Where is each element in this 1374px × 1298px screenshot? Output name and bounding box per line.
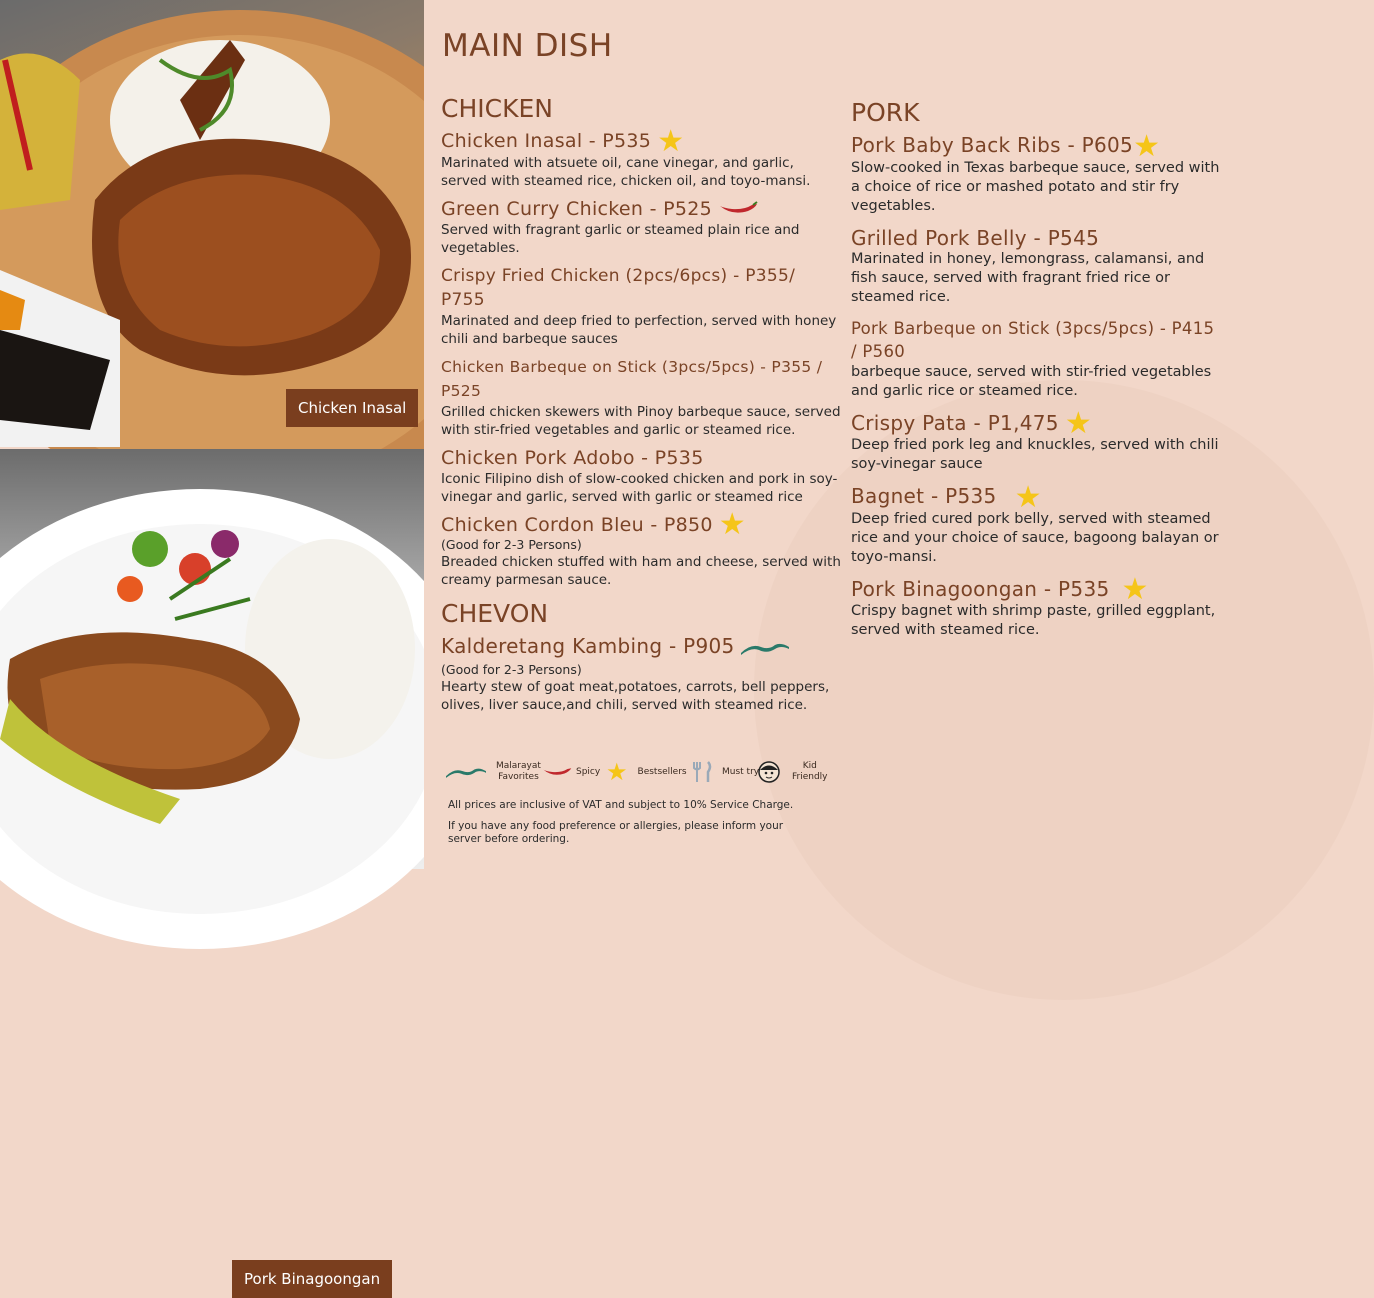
menu-item bbox=[851, 479, 1221, 567]
item-description: barbeque sauce, served with stir-fried vegetables and garlic rice or steamed rice. bbox=[851, 363, 1212, 399]
pork-binagoongan-photo bbox=[0, 449, 424, 1288]
chicken-inasal-illustration bbox=[0, 0, 424, 447]
menu-item bbox=[441, 507, 841, 590]
menu-item bbox=[441, 123, 841, 190]
item-name: Grilled Pork Belly - P545 bbox=[851, 225, 1100, 250]
item-description: Iconic Filipino dish of slow-cooked chicken and pork in soy-vinegar and garlic, served with garlic or steamed rice bbox=[441, 470, 838, 505]
mountain-icon bbox=[741, 641, 789, 655]
photo-column bbox=[0, 0, 424, 1288]
section-heading-chevon: CHEVON bbox=[441, 599, 549, 628]
item-description: Hearty stew of goat meat,potatoes, carrots, bell peppers, olives, liver sauce,and chili, served with steamed rice. bbox=[441, 679, 830, 713]
kid-face-icon bbox=[758, 761, 780, 783]
item-description: Deep fried cured pork belly, served with steamed rice and your choice of sauce, bagoong balayan or toyo-mansi. bbox=[851, 510, 1219, 565]
item-description: Marinated and deep fried to perfection, served with honey chili and barbeque sauces bbox=[441, 312, 837, 347]
legend-item-kid-friendly bbox=[758, 758, 828, 786]
legend-label: Spicy bbox=[576, 767, 601, 777]
star-icon: ★ bbox=[1064, 406, 1093, 441]
star-icon: ★ bbox=[1133, 128, 1161, 164]
item-name: Kalderetang Kambing - P905 bbox=[441, 634, 841, 658]
menu-item bbox=[851, 572, 1221, 641]
legend-label: Must try bbox=[722, 767, 760, 777]
legend-item-must-try bbox=[692, 758, 759, 786]
item-name: Chicken Barbeque on Stick (3pcs/5pcs) - P355 / P525 bbox=[441, 357, 823, 400]
menu-item bbox=[851, 317, 1221, 401]
item-name: Green Curry Chicken - P525 bbox=[441, 197, 841, 221]
item-name: Chicken Inasal - P535 ★ bbox=[441, 123, 685, 159]
item-name: Pork Baby Back Ribs - P605★ bbox=[851, 128, 1161, 164]
menu-item bbox=[441, 446, 841, 506]
star-icon: ★ bbox=[606, 758, 628, 786]
section-heading-chicken: CHICKEN bbox=[441, 94, 553, 123]
star-icon: ★ bbox=[657, 123, 685, 159]
legend-item-malarayat bbox=[446, 758, 541, 786]
star-icon: ★ bbox=[1014, 479, 1042, 515]
menu-item bbox=[441, 197, 841, 257]
legend-label: Bestsellers bbox=[637, 767, 687, 777]
pork-binagoongan-illustration bbox=[0, 449, 424, 869]
allergy-note: If you have any food preference or allergies, please inform your server before ordering. bbox=[448, 820, 784, 845]
menu-item bbox=[441, 264, 841, 348]
item-description: Marinated with atsuete oil, cane vinegar, and garlic, served with steamed rice, chicken oil, and toyo-mansi. bbox=[441, 154, 811, 189]
item-description: Grilled chicken skewers with Pinoy barbeque sauce, served with stir-fried vegetables and garlic or steamed rice. bbox=[441, 403, 841, 438]
item-name: Bagnet - P535 ★ bbox=[851, 479, 1042, 515]
item-serving-note: (Good for 2-3 Persons) bbox=[441, 537, 582, 552]
item-serving-note: (Good for 2-3 Persons) bbox=[441, 662, 582, 677]
photo-caption: Pork Binagoongan bbox=[232, 1260, 392, 1298]
item-description: Slow-cooked in Texas barbeque sauce, served with a choice of rice or mashed potato and stir fry vegetables. bbox=[851, 159, 1220, 214]
legend-label: Malarayat Favorites bbox=[496, 761, 541, 782]
menu-item bbox=[441, 634, 841, 714]
item-name: Chicken Cordon Bleu - P850 ★ bbox=[441, 507, 746, 542]
icon-legend bbox=[446, 758, 846, 786]
item-description: Breaded chicken stuffed with ham and cheese, served with creamy parmesan sauce. bbox=[441, 554, 841, 588]
item-description: Marinated in honey, lemongrass, calamansi, and fish sauce, served with fragrant fried rice or steamed rice. bbox=[851, 250, 1205, 305]
item-name: Pork Barbeque on Stick (3pcs/5pcs) - P415 / P560 bbox=[851, 318, 1215, 361]
photo-caption: Chicken Inasal bbox=[286, 389, 418, 427]
section-heading-pork: PORK bbox=[851, 98, 920, 127]
item-description: Served with fragrant garlic or steamed plain rice and vegetables. bbox=[441, 221, 800, 256]
menu-panel bbox=[424, 0, 1229, 869]
chili-icon bbox=[542, 766, 572, 778]
menu-column-left bbox=[441, 94, 841, 721]
legend-item-bestsellers bbox=[606, 758, 687, 786]
item-name: Crispy Pata - P1,475 ★ bbox=[851, 406, 1093, 441]
chili-icon bbox=[718, 202, 758, 216]
mountain-icon bbox=[446, 766, 486, 778]
legend-item-spicy bbox=[542, 758, 600, 786]
star-icon: ★ bbox=[1121, 572, 1149, 607]
item-description: Deep fried pork leg and knuckles, served with chili soy-vinegar sauce bbox=[851, 437, 1219, 472]
legend-label: Kid Friendly bbox=[792, 761, 828, 782]
utensils-icon bbox=[692, 760, 714, 784]
item-name: Chicken Pork Adobo - P535 bbox=[441, 446, 704, 469]
page-title: MAIN DISH bbox=[442, 28, 613, 64]
star-icon: ★ bbox=[718, 507, 746, 542]
menu-item bbox=[441, 355, 841, 439]
menu-item bbox=[851, 226, 1221, 307]
item-name: Pork Binagoongan - P535 ★ bbox=[851, 572, 1149, 607]
menu-column-right bbox=[851, 94, 1221, 647]
menu-item bbox=[851, 406, 1221, 475]
menu-item bbox=[851, 128, 1221, 216]
item-name: Crispy Fried Chicken (2pcs/6pcs) - P355/ P755 bbox=[441, 265, 796, 310]
item-description: Crispy bagnet with shrimp paste, grilled eggplant, served with steamed rice. bbox=[851, 603, 1216, 638]
vat-note: All prices are inclusive of VAT and subject to 10% Service Charge. bbox=[448, 799, 794, 811]
chicken-inasal-photo bbox=[0, 0, 424, 447]
